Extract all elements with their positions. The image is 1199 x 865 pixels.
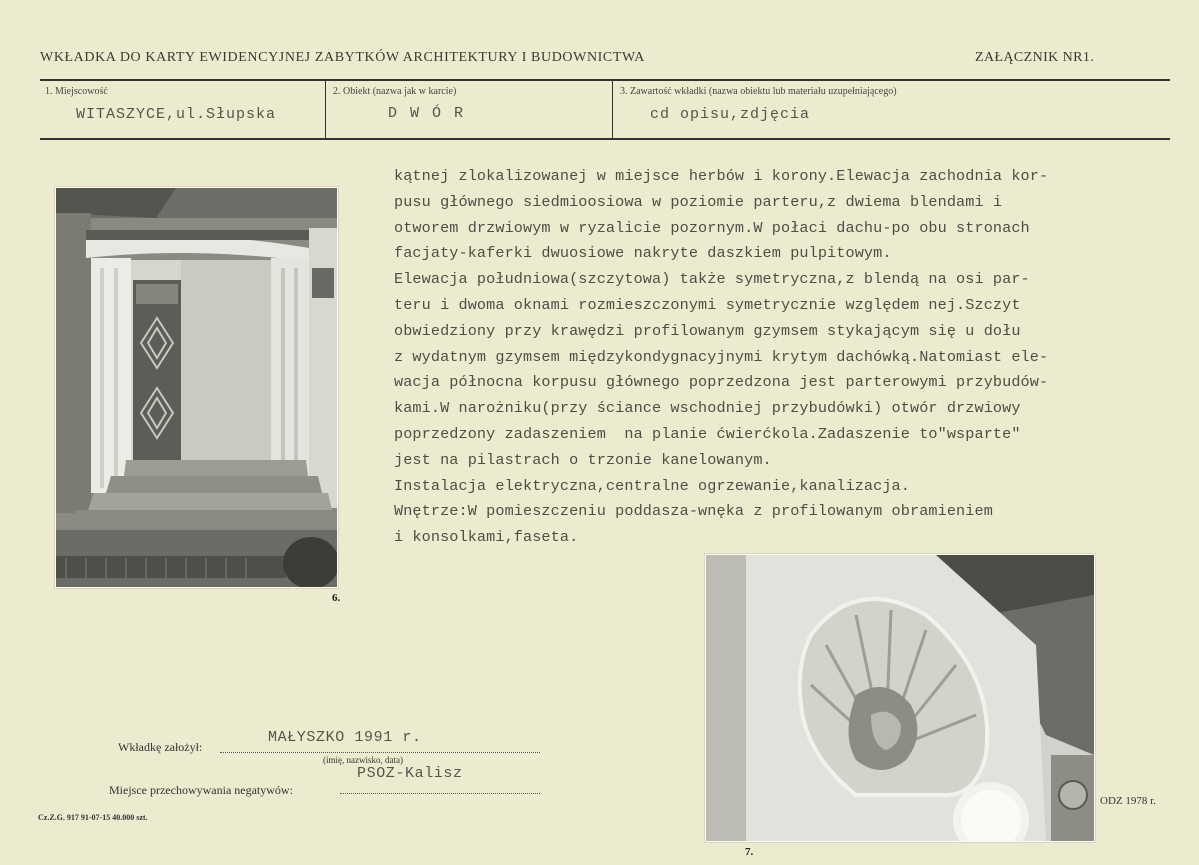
description-line: kami.W narożniku(przy ściance wschodniej przybudówki) otwór drzwiowy [394, 399, 1021, 418]
made-by-value: MAŁYSZKO 1991 r. [268, 729, 422, 746]
made-by-line [220, 752, 540, 753]
photo-shell-ornament [705, 554, 1095, 842]
form-title: WKŁADKA DO KARTY EWIDENCYJNEJ ZABYTKÓW ARCHITEKTURY I BUDOWNICTWA [40, 50, 645, 65]
description-line: pusu głównego siedmioosiowa w poziomie parteru,z dwiema blendami i [394, 192, 1003, 211]
field-1-label: 1. Miejscowość [45, 86, 108, 97]
field-1-value: WITASZYCE,ul.Słupska [76, 106, 277, 123]
fields-bottom-rule [40, 138, 1170, 140]
description-line: i konsolkami,faseta. [394, 528, 579, 547]
print-info: Cz.Z.G. 917 91-07-15 40.000 szt. [38, 813, 148, 822]
photo-1-number: 6. [332, 592, 341, 604]
description-line: kątnej zlokalizowanej w miejsce herbów i korony.Elewacja zachodnia kor- [394, 167, 1049, 185]
description-line: obwiedziony przy krawędzi profilowanym gzymsem stykającym się u dołu [394, 321, 1021, 340]
field-3-label: 3. Zawartość wkładki (nazwa obiektu lub materiału uzupełniającego) [620, 86, 897, 97]
description-line: poprzedzony zadaszeniem na planie ćwierćkola.Zadaszenie to"wsparte" [394, 424, 1021, 443]
made-by-label: Wkładkę założył: [118, 740, 203, 754]
description-line: facjaty-kaferki dwuosiowe nakryte daszkiem pulpitowym. [394, 244, 892, 263]
photo-porch-entrance [55, 187, 338, 588]
description-line: Instalacja elektryczna,centralne ogrzewanie,kanalizacja. [394, 476, 910, 495]
top-rule [40, 79, 1170, 81]
description-text [394, 164, 1134, 551]
negatives-label: Miejsce przechowywania negatywów: [109, 783, 293, 797]
description-line: Wnętrze:W pomieszczeniu poddasza-wnęka z profilowanym obramieniem [394, 502, 993, 521]
description-line: teru i dwoma oknami rozmieszczonymi symetrycznie względem nej.Szczyt [394, 295, 1021, 314]
photo-2-number: 7. [745, 846, 754, 858]
field-separator-1 [325, 81, 326, 138]
field-2-value: D W Ó R [388, 105, 466, 122]
field-separator-2 [612, 81, 613, 138]
field-3-value: cd opisu,zdjęcia [650, 106, 811, 123]
description-line: otworem drzwiowym w ryzalicie pozornym.W połaci dachu-po obu stronach [394, 218, 1030, 237]
negatives-line [340, 793, 540, 794]
made-by-caption: (imię, nazwisko, data) [323, 755, 403, 765]
description-line: z wydatnym gzymsem międzykondygnacyjnymi krytym dachówką.Natomiast ele- [394, 347, 1049, 366]
negatives-value: PSOZ-Kalisz [357, 765, 463, 782]
description-line: wacja północna korpusu głównego poprzedzona jest parterowymi przybudów- [394, 373, 1049, 392]
odz-mark: ODZ 1978 r. [1100, 795, 1156, 807]
description-line: jest na pilastrach o trzonie kanelowanym. [394, 450, 772, 469]
description-line: Elewacja południowa(szczytowa) także symetryczna,z blendą na osi par- [394, 270, 1030, 289]
attachment-number: ZAŁĄCZNIK NR1. [975, 50, 1095, 65]
field-2-label: 2. Obiekt (nazwa jak w karcie) [333, 86, 457, 97]
